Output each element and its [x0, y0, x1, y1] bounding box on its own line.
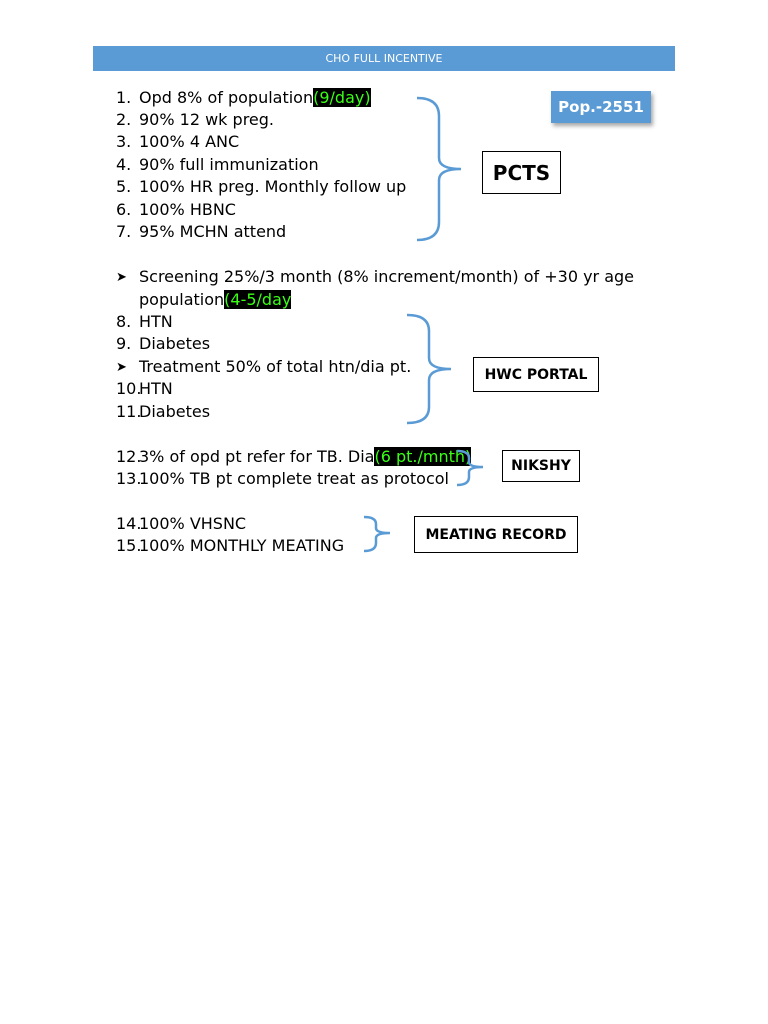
list-number: 3.	[116, 132, 132, 151]
pcts-box: PCTS	[482, 151, 561, 194]
bullet-text: population	[139, 290, 225, 309]
header-bar	[93, 46, 675, 71]
list-item: 90% 12 wk preg.	[139, 110, 274, 129]
list-item	[139, 87, 371, 109]
list-item: 100% HBNC	[139, 200, 236, 219]
list-item: 100% HR preg. Monthly follow up	[139, 177, 407, 196]
list-item-text: Opd 8% of population	[139, 88, 314, 107]
list-item: 100% 4 ANC	[139, 132, 240, 151]
list-number: 2.	[116, 110, 132, 129]
list-number: 15.	[116, 536, 142, 555]
nikshy-box: NIKSHY	[502, 450, 580, 482]
highlight-text: (6 pt./mnth)	[374, 447, 472, 466]
list-item: Diabetes	[139, 402, 211, 421]
header-title: CHO FULL INCENTIVE	[325, 52, 443, 65]
hwc-portal-box: HWC PORTAL	[473, 357, 599, 392]
arrow-bullet-icon: ➤	[116, 359, 127, 374]
list-item: 100% MONTHLY MEATING	[139, 536, 345, 555]
list-item: HTN	[139, 312, 173, 331]
list-item	[139, 446, 471, 468]
population-badge: Pop.-2551	[551, 91, 651, 123]
list-number: 12.	[116, 447, 142, 466]
bullet-text-continued	[139, 289, 291, 311]
right-brace-icon	[455, 449, 491, 487]
list-number: 5.	[116, 177, 132, 196]
list-number: 13.	[116, 469, 142, 488]
list-number: 7.	[116, 222, 132, 241]
right-brace-icon	[405, 313, 455, 425]
list-item: 90% full immunization	[139, 155, 319, 174]
list-number: 10.	[116, 379, 142, 398]
list-item: Diabetes	[139, 334, 211, 353]
list-number: 14.	[116, 514, 142, 533]
list-number: 4.	[116, 155, 132, 174]
list-item-text: 3% of opd pt refer for TB. Dia	[139, 447, 375, 466]
list-item: HTN	[139, 379, 173, 398]
list-number: 9.	[116, 334, 132, 353]
highlight-text: (4-5/day	[224, 290, 292, 309]
list-item: 100% TB pt complete treat as protocol	[139, 469, 449, 488]
list-number: 1.	[116, 88, 132, 107]
right-brace-icon	[415, 96, 465, 242]
meating-record-box: MEATING RECORD	[414, 516, 578, 553]
list-number: 8.	[116, 312, 132, 331]
highlight-text: (9/day)	[313, 88, 371, 107]
list-number: 11.	[116, 402, 142, 421]
arrow-bullet-icon: ➤	[116, 269, 127, 284]
right-brace-icon	[362, 515, 398, 553]
list-item: 100% VHSNC	[139, 514, 247, 533]
bullet-text: Treatment 50% of total htn/dia pt.	[139, 357, 412, 376]
list-number: 6.	[116, 200, 132, 219]
bullet-text: Screening 25%/3 month (8% increment/month) of +30 yr age	[139, 267, 635, 286]
list-item: 95% MCHN attend	[139, 222, 287, 241]
